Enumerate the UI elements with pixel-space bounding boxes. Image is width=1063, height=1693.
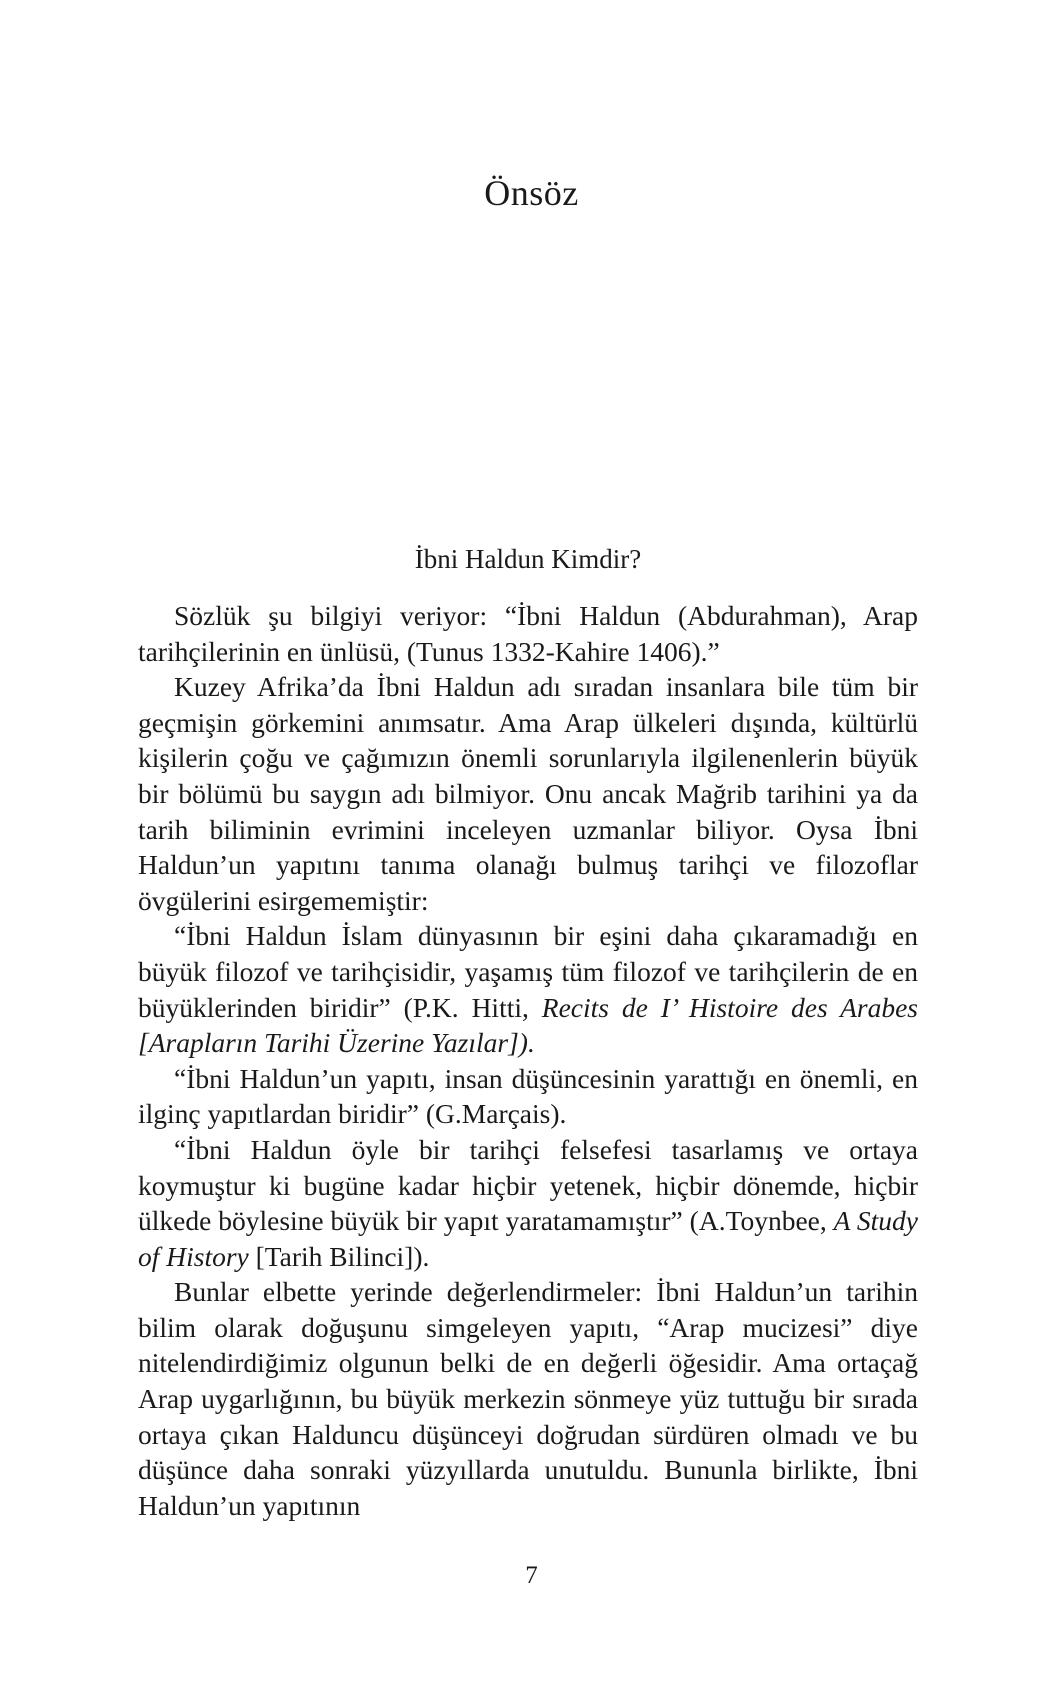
citation-toynbee-tail: [Tarih Bilinci]). xyxy=(248,1240,430,1272)
paragraph-6: Bunlar elbette yerinde değerlendirmeler: İbni Haldun’un tarihin bilim olarak doğuşunu simgeleyen yapıtı, “Arap mucizesi” diye nitelendirdiğimiz olgunun belki de en değerli öğesidir. Ama ortaçağ Arap uygarlığının, bu büyük merkezin sönmeye yüz tuttuğu bir sırada ortaya çıkan Halduncu düşünceyi doğrudan sürdüren olmadı ve bu düşünce daha sonraki yüzyıllarda unutuldu. Bununla birlikte, İbni Haldun’un yapıtının xyxy=(138,1276,918,1521)
section-heading: İbni Haldun Kimdir? xyxy=(414,544,642,574)
quote-hitti: “İbni Haldun İslam dünyasının bir eşini daha çıkaramadığı en büyük filozof ve tarihçisidir, yaşamış tüm filozof ve tarihçilerin de en büyüklerinden biridir” (P.K. Hitti, xyxy=(138,920,918,1023)
paragraph-1: Sözlük şu bilgiyi veriyor: “İbni Haldun (Abdurahman), Arap tarihçilerinin en ünlüsü, (Tunus 1332-Kahire 1406).” xyxy=(138,600,918,667)
page-number: 7 xyxy=(525,1562,538,1589)
paragraph-4: “İbni Haldun’un yapıtı, insan düşüncesinin yarattığı en önemli, en ilginç yapıtlardan biridir” (G.Marçais). xyxy=(138,1062,918,1130)
paragraph-2: Kuzey Afrika’da İbni Haldun adı sıradan insanlara bile tüm bir geçmişin görkemini anımsatır. Ama Arap ülkeleri dışında, kültürlü kişilerin çoğu ve çağımızın önemli sorunlarıyla ilgilenenlerin büyük bir bölümü bu saygın adı bilmiyor. Onu ancak Mağrib tarihini ya da tarih biliminin evrimini inceleyen uzmanlar biliyor. Oysa İbni Haldun’un yapıtını tanıma olanağı bulmuş tarihçi ve filozoflar övgülerini esirgememiştir: xyxy=(138,671,918,916)
body-text xyxy=(138,598,918,1523)
chapter-title: Önsöz xyxy=(484,173,579,213)
citation-toynbee-title: A Study of History xyxy=(138,1205,918,1272)
paragraph-3 xyxy=(138,918,918,1060)
paragraph-5 xyxy=(138,1132,918,1274)
citation-hitti-title: Recits de I’ Histoire des Arabes [Arapların Tarihi Üzerine Yazılar]). xyxy=(138,991,919,1059)
quote-toynbee: “İbni Haldun öyle bir tarihçi felsefesi tasarlamış ve ortaya koymuştur ki bugüne kadar hiçbir yetenek, hiçbir dönemde, hiçbir ülkede böylesine büyük bir yapıt yaratamamıştır” (A.Toynbee, xyxy=(138,1133,918,1237)
